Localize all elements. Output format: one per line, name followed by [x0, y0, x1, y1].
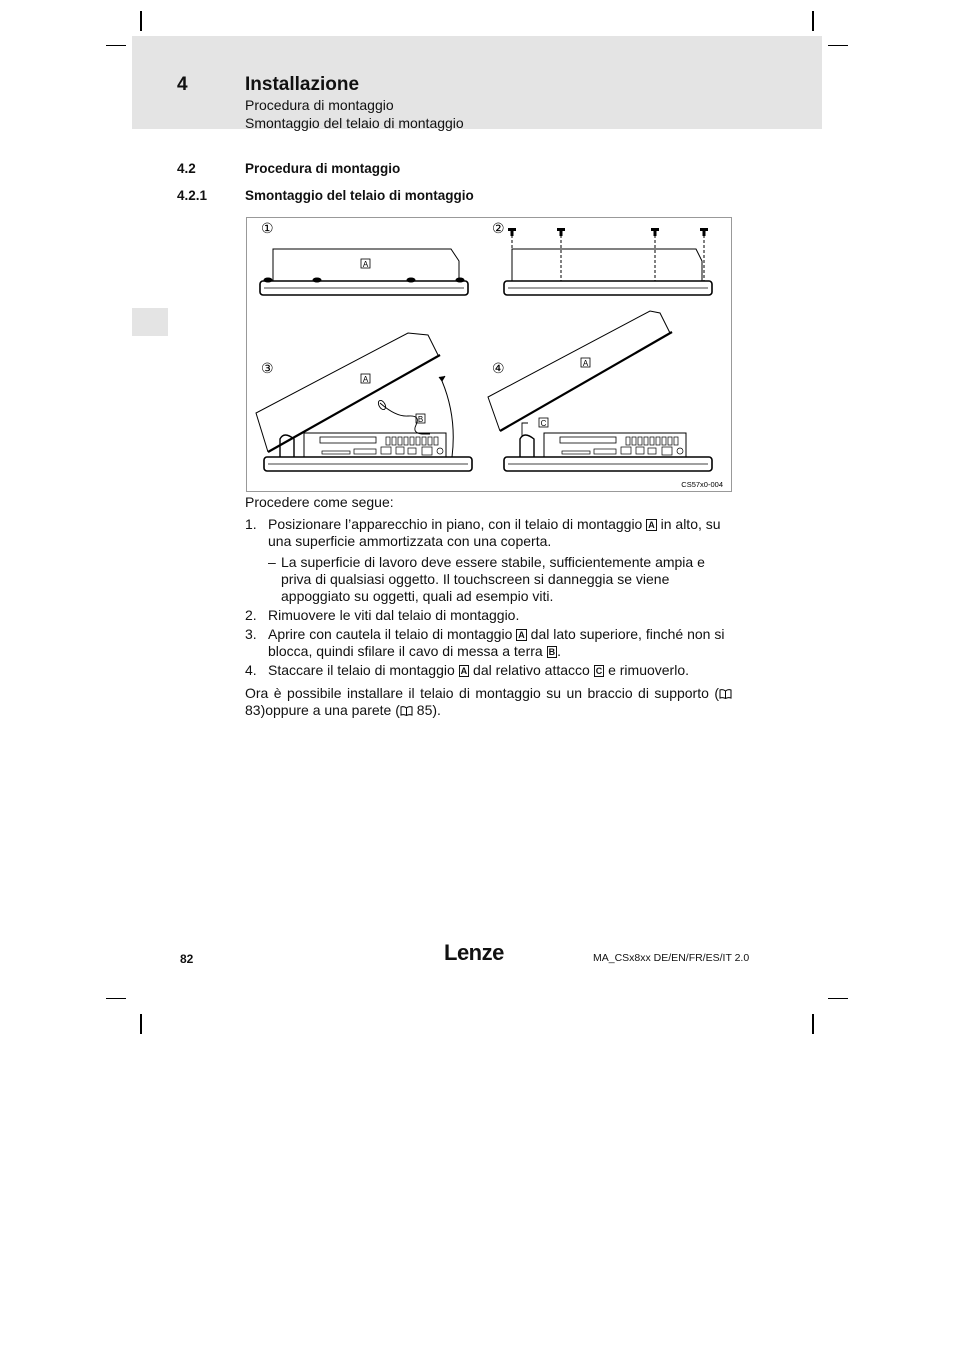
crop-mark [812, 1014, 814, 1034]
label-a: A [362, 375, 369, 384]
mounting-frame-removal-figure [246, 217, 732, 492]
label-a: A [582, 359, 589, 368]
procedure-steps [245, 516, 732, 679]
ref-box-a: A [518, 630, 525, 640]
subsection-number: 4.2.1 [177, 188, 208, 203]
page-reference-link[interactable]: 83) [245, 702, 266, 718]
label-a: A [362, 260, 369, 269]
page-reference-link[interactable]: 85) [412, 702, 438, 718]
step-text: Aprire con cautela il telaio di montaggio [268, 626, 517, 642]
step-1-marker: ① [261, 220, 274, 236]
note-dash: – [268, 554, 276, 570]
step-number: 1. [245, 516, 257, 532]
list-item [245, 662, 732, 679]
crop-mark [140, 11, 142, 31]
label-b: B [417, 415, 424, 424]
step-3-marker: ③ [261, 360, 274, 376]
closing-text: Ora è possibile installare il telaio di montaggio su un braccio di supporto ( [245, 685, 719, 701]
closing-text: . [437, 702, 441, 718]
chapter-tab-marker [132, 308, 168, 336]
device-panel-4 [488, 311, 712, 471]
header-band [132, 36, 822, 129]
page-number: 82 [180, 952, 194, 966]
document-id: MA_CSx8xx DE/EN/FR/ES/IT 2.0 [593, 952, 750, 964]
crop-mark [828, 998, 848, 999]
crop-mark [812, 11, 814, 31]
device-panel-1 [260, 249, 468, 295]
ref-box-b: B [548, 647, 556, 657]
chapter-title: Installazione [245, 74, 360, 95]
device-panel-2 [504, 235, 712, 295]
screw-icon [508, 228, 708, 236]
crop-mark [140, 1014, 142, 1034]
step-text: in alto, su una superficie ammortizzata con una coperta. [268, 516, 721, 549]
note-text: La superficie di lavoro deve essere stabile, sufficientemente ampia e priva di qualsiasi oggetto. Il touchscreen si danneggia se viene appoggiato su oggetti, quali ad esempio viti. [281, 554, 705, 604]
step-number: 2. [245, 607, 257, 623]
list-item [245, 626, 732, 660]
closing-text: oppure a una parete ( [265, 702, 400, 718]
step-text: e rimuoverlo. [604, 662, 689, 678]
section-number: 4.2 [177, 161, 196, 176]
crop-mark [106, 998, 126, 999]
step-text: Posizionare l’apparecchio in piano, con il telaio di montaggio [268, 516, 647, 532]
step-4-marker: ④ [492, 360, 505, 376]
section-title: Procedura di montaggio [245, 161, 401, 176]
crop-mark [106, 45, 126, 46]
figure-code: CS57x0-004 [681, 480, 723, 489]
step-number: 4. [245, 662, 257, 678]
procedure-text [245, 494, 732, 719]
closing-paragraph [245, 685, 732, 719]
note [268, 554, 732, 605]
device-panel-3 [256, 333, 472, 471]
header-subtitle: Smontaggio del telaio di montaggio [245, 115, 464, 131]
book-icon[interactable] [400, 706, 413, 716]
intro-text: Procedere come segue: [245, 494, 394, 510]
step-text: dal relativo attacco [469, 662, 594, 678]
step-text: . [557, 643, 561, 659]
book-icon[interactable] [719, 689, 732, 699]
step-text: dal lato superiore, finché non si blocca, quindi sfilare il cavo di messa a terra [268, 626, 725, 659]
step-2-marker: ② [492, 220, 505, 236]
step-text: Rimuovere le viti dal telaio di montaggio. [268, 607, 520, 623]
ref-box-a: A [648, 520, 655, 530]
chapter-number: 4 [177, 74, 188, 95]
subsection-title: Smontaggio del telaio di montaggio [245, 188, 474, 203]
label-c: C [540, 419, 547, 428]
ref-box-a: A [460, 666, 468, 676]
step-number: 3. [245, 626, 257, 642]
step-text: Staccare il telaio di montaggio [268, 662, 459, 678]
ref-box-c: C [595, 666, 603, 676]
crop-mark [828, 45, 848, 46]
list-item [245, 516, 732, 605]
header-subtitle: Procedura di montaggio [245, 97, 394, 113]
list-item [245, 607, 732, 624]
lenze-logo: Lenze [444, 940, 504, 965]
